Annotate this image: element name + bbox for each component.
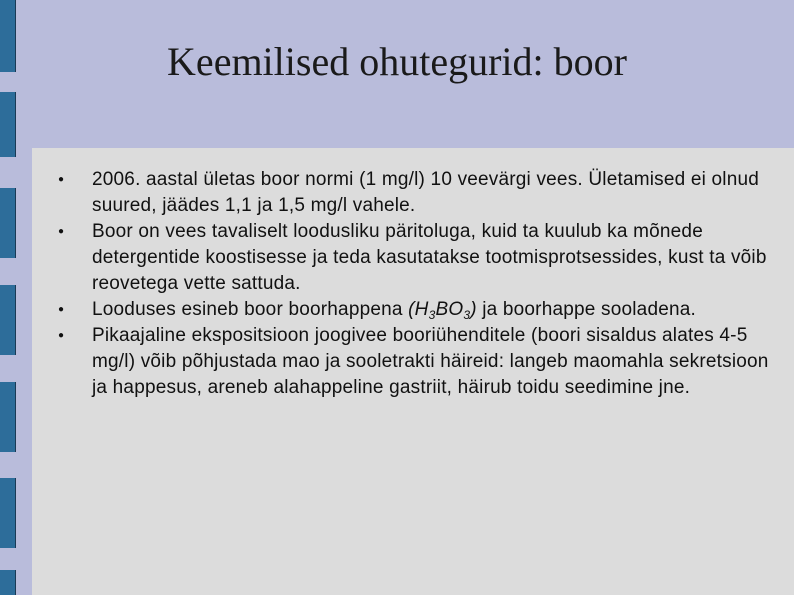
list-item — [58, 219, 772, 297]
decorative-bar — [0, 478, 16, 548]
formula-part: BO — [435, 299, 464, 320]
decorative-bar — [0, 92, 16, 157]
list-item — [58, 297, 772, 323]
bullet-text: Pikaajaline ekspositsioon joogivee booriühenditele (boori sisaldus alates 4-5 mg/l) võib põhjustada mao ja sooletrakti häireid: langeb maomahla sekretsioon ja happesus, areneb alahappeline gastriit, häirub toidu seedimine jne. — [92, 325, 769, 398]
bullet-icon: ● — [58, 174, 65, 185]
decorative-bar — [0, 570, 16, 595]
bullet-text: ja boorhappe sooladena. — [476, 299, 696, 320]
formula-subscript: 3 — [463, 308, 471, 322]
formula-subscript: 3 — [428, 308, 436, 322]
bullet-text: 2006. aastal ületas boor normi (1 mg/l) 10 veevärgi vees. Ületamised ei olnud suured, jäädes 1,1 ja 1,5 mg/l vahele. — [92, 169, 760, 216]
list-item — [58, 323, 772, 401]
chemical-formula — [408, 299, 477, 320]
decorative-bar — [0, 285, 16, 355]
formula-part: ) — [470, 299, 477, 320]
list-item — [58, 167, 772, 219]
bullet-icon: ● — [58, 226, 65, 237]
bullet-list — [58, 167, 772, 401]
slide-title: Keemilised ohutegurid: boor — [167, 39, 627, 84]
bullet-icon: ● — [58, 330, 65, 341]
decorative-bar — [0, 188, 16, 258]
formula-part: (H — [408, 299, 429, 320]
decorative-bar — [0, 382, 16, 452]
bullet-text: Looduses esineb boor boorhappena — [92, 299, 409, 320]
bullet-icon: ● — [58, 304, 65, 315]
bullet-text: Boor on vees tavaliselt loodusliku päritoluga, kuid ta kuulub ka mõnede detergentide koostisesse ja teda kasutatakse tootmisprotsessides, kust ta võib reovetega vette sattuda. — [92, 221, 767, 294]
